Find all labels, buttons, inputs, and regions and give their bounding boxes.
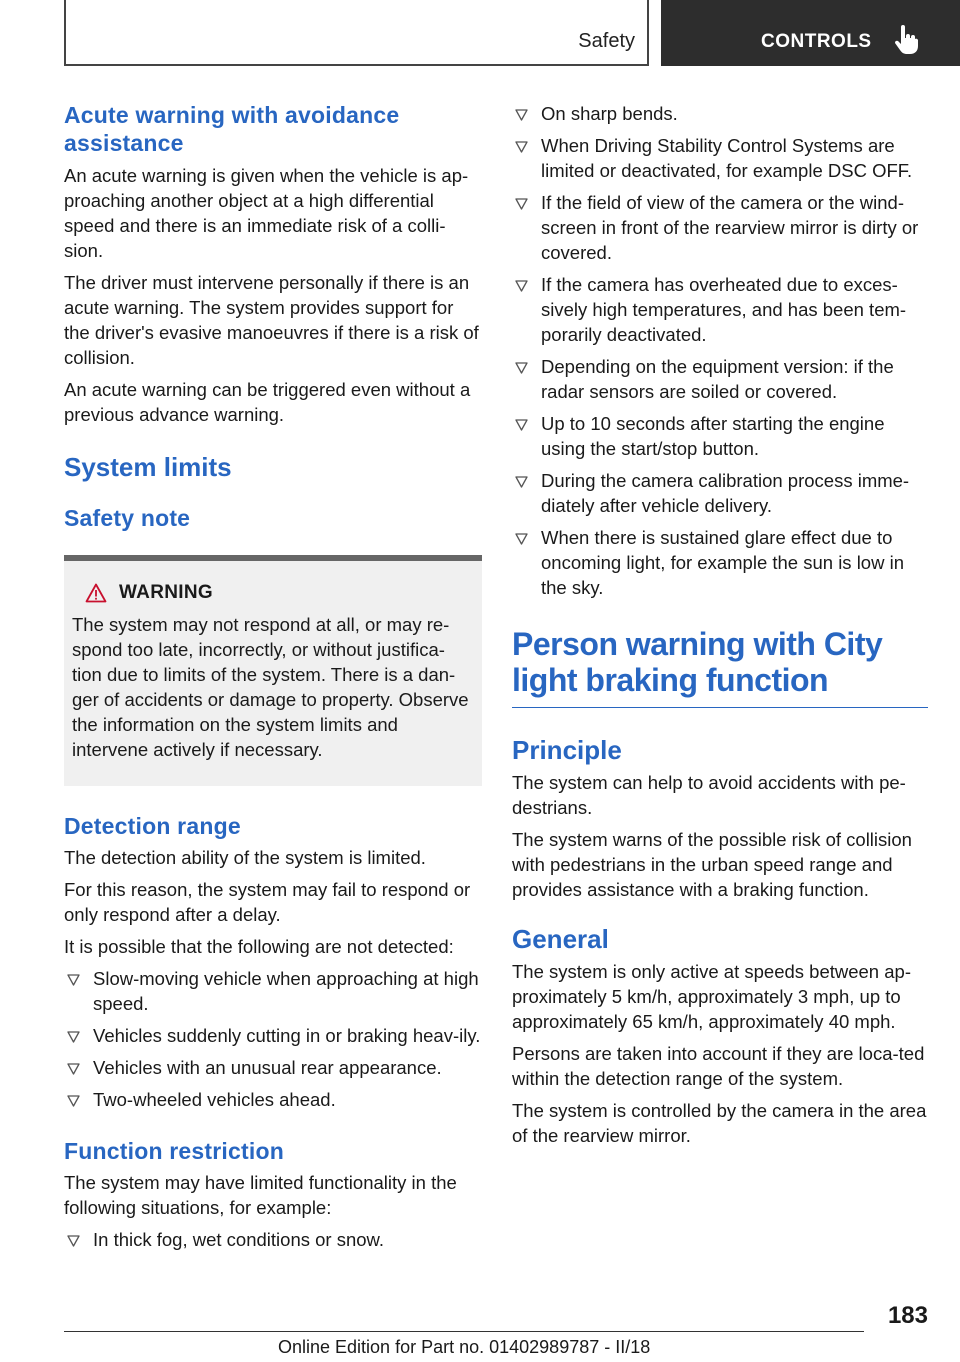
- list-item: During the camera calibration process imme-diately after vehicle delivery.: [512, 468, 928, 518]
- right-column: [512, 101, 928, 1148]
- list-item: If the field of view of the camera or the wind-screen in front of the rearview mirror is dirty or covered.: [512, 190, 928, 265]
- triangle-bullet-icon: [515, 198, 528, 210]
- list-item: When Driving Stability Control Systems are limited or deactivated, for example DSC OFF.: [512, 133, 928, 183]
- list-item: Slow-moving vehicle when approaching at high speed.: [64, 966, 482, 1016]
- detection-paragraph-1: The detection ability of the system is limited.: [64, 847, 426, 868]
- triangle-bullet-icon: [67, 1235, 80, 1247]
- triangle-bullet-icon: [515, 109, 528, 121]
- heading-underline: [512, 707, 928, 708]
- heading-safety-note: Safety note: [64, 505, 191, 531]
- triangle-bullet-icon: [67, 1063, 80, 1075]
- acute-paragraph-2: The driver must intervene personally if there is an acute warning. The system provides support for the driver's evasive manoeuvres if there is a risk of collision.: [64, 272, 479, 368]
- acute-paragraph-1: An acute warning is given when the vehicle is ap-proaching another object at a high differential speed and there is an immediate risk of a colli-sion.: [64, 165, 469, 261]
- left-column: [64, 101, 482, 1252]
- footer-edition: Online Edition for Part no. 01402989787 - II/18: [278, 1337, 651, 1357]
- pointing-hand-icon: [893, 25, 919, 55]
- list-item: On sharp bends.: [512, 101, 928, 126]
- principle-paragraph-1: The system can help to avoid accidents with pe-destrians.: [512, 772, 906, 818]
- heading-general: General: [512, 924, 609, 954]
- heading-detection-range: Detection range: [64, 813, 241, 839]
- general-paragraph-1: The system is only active at speeds between ap-proximately 5 km/h, approximately 3 mph, up to approximately 65 km/h, approximately 40 mph.: [512, 961, 911, 1032]
- header-section-box: [64, 0, 649, 66]
- acute-paragraph-3: An acute warning can be triggered even without a previous advance warning.: [64, 379, 471, 425]
- detection-list: [64, 966, 482, 1112]
- list-item: Vehicles with an unusual rear appearance.: [64, 1055, 482, 1080]
- header-chapter-tab[interactable]: [661, 0, 960, 66]
- triangle-bullet-icon: [67, 974, 80, 986]
- heading-acute-warning: Acute warning with avoidance assistance: [64, 102, 400, 156]
- warning-text: The system may not respond at all, or may re-spond too late, incorrectly, or without justifica-tion due to limits of the system. There is a dan-ger of accidents or damage to property. Observe the information on the system limits and intervene actively if necessary.: [72, 614, 469, 760]
- warning-box: [64, 555, 482, 786]
- triangle-bullet-icon: [515, 476, 528, 488]
- heading-system-limits: System limits: [64, 452, 232, 482]
- triangle-bullet-icon: [515, 280, 528, 292]
- triangle-bullet-icon: [67, 1031, 80, 1043]
- footer-divider: [64, 1331, 864, 1332]
- header-section-title: Safety: [578, 30, 635, 52]
- triangle-bullet-icon: [515, 362, 528, 374]
- list-item: If the camera has overheated due to exces-sively high temperatures, and has been tem-porarily deactivated.: [512, 272, 928, 347]
- function-list-left: [64, 1227, 482, 1252]
- triangle-bullet-icon: [515, 419, 528, 431]
- heading-person-warning: Person warning with City light braking function: [512, 626, 883, 698]
- general-paragraph-2: Persons are taken into account if they are loca-ted within the detection range of the system.: [512, 1043, 925, 1089]
- heading-function-restriction: Function restriction: [64, 1138, 284, 1164]
- triangle-bullet-icon: [67, 1095, 80, 1107]
- principle-paragraph-2: The system warns of the possible risk of collision with pedestrians in the urban speed range and provides assistance with a braking function.: [512, 829, 912, 900]
- list-item: In thick fog, wet conditions or snow.: [64, 1227, 482, 1252]
- warning-title: WARNING: [119, 582, 213, 603]
- list-item: Up to 10 seconds after starting the engine using the start/stop button.: [512, 411, 928, 461]
- list-item: When there is sustained glare effect due to oncoming light, for example the sun is low in the sky.: [512, 525, 928, 600]
- list-item: Two-wheeled vehicles ahead.: [64, 1087, 482, 1112]
- list-item: Vehicles suddenly cutting in or braking heav-ily.: [64, 1023, 482, 1048]
- function-list-right: [512, 101, 928, 600]
- detection-paragraph-2: For this reason, the system may fail to respond or only respond after a delay.: [64, 879, 471, 925]
- triangle-bullet-icon: [515, 141, 528, 153]
- detection-paragraph-3: It is possible that the following are not detected:: [64, 936, 454, 957]
- page-number: 183: [887, 1302, 928, 1329]
- list-item: Depending on the equipment version: if the radar sensors are soiled or covered.: [512, 354, 928, 404]
- heading-principle: Principle: [512, 735, 622, 765]
- triangle-bullet-icon: [515, 533, 528, 545]
- function-paragraph-1: The system may have limited functionality in the following situations, for example:: [64, 1172, 457, 1218]
- warning-triangle-icon: [85, 583, 107, 603]
- header-chapter-title: CONTROLS: [761, 31, 872, 52]
- warning-header: [72, 581, 474, 605]
- general-paragraph-3: The system is controlled by the camera in the area of the rearview mirror.: [512, 1100, 927, 1146]
